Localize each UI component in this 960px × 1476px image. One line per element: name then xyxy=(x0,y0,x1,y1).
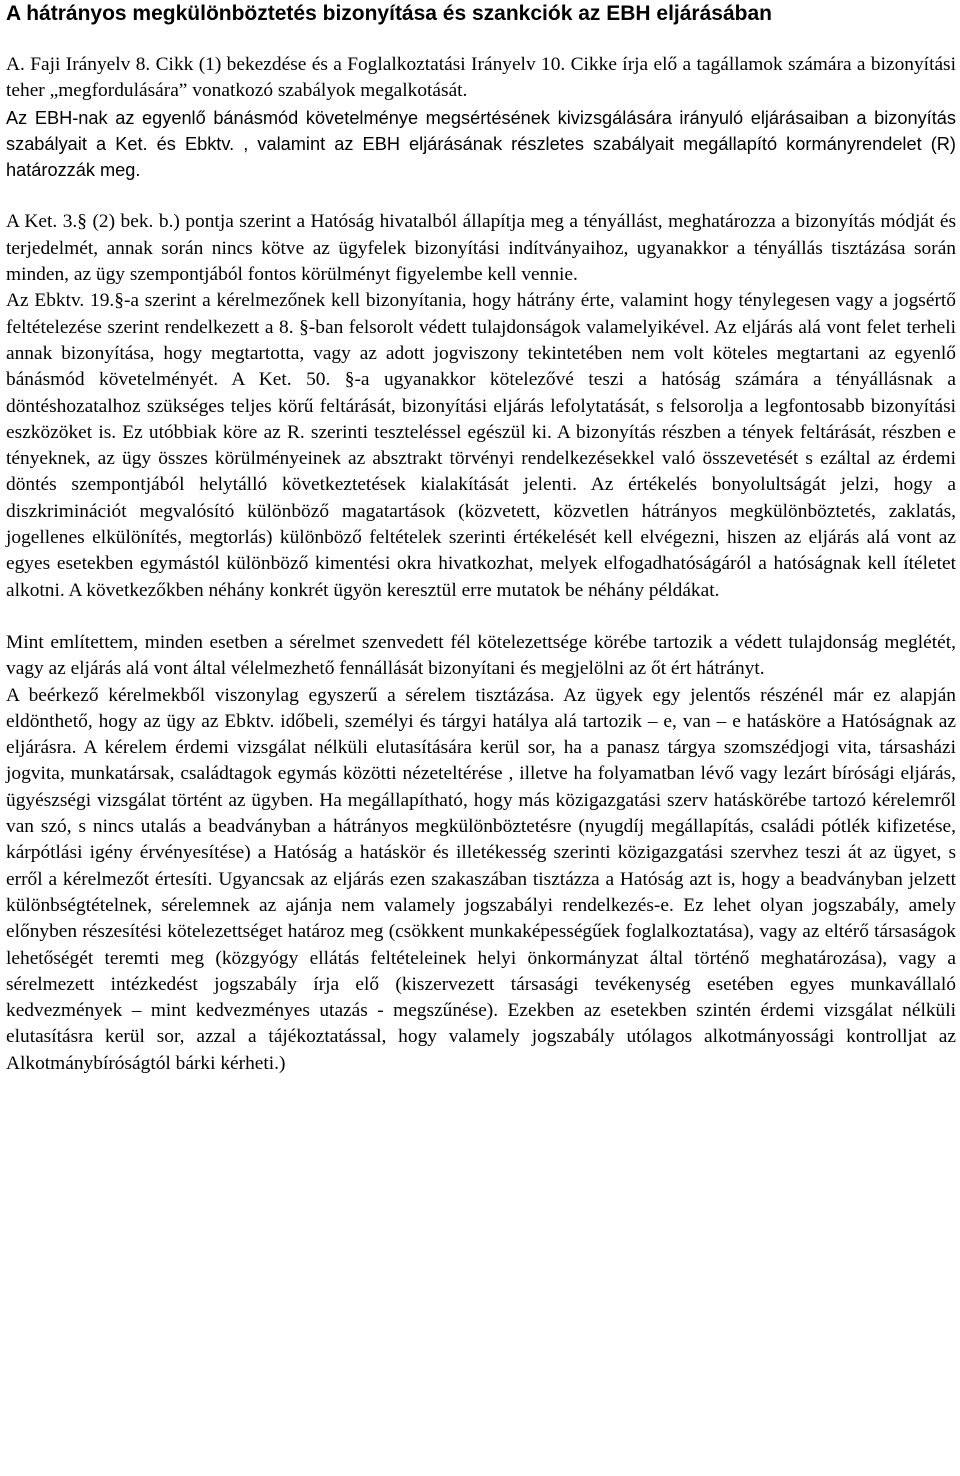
document-page xyxy=(6,0,956,1077)
paragraph-protected-characteristic: Mint említettem, minden esetben a sérelmet szenvedett fél kötelezettsége körébe tartozik a védett tulajdonság meglétét, vagy az eljárás alá vont által vélelmezhető fennállását bizonyítani és megjelölni az őt ért hátrányt. xyxy=(6,631,956,680)
paragraph-ebktv-burden-of-proof: Az Ebktv. 19.§-a szerint a kérelmezőnek kell bizonyítania, hogy hátrány érte, valamint hogy ténylegesen vagy a jogsértő feltételezése szerint rendelkezett a 8. §-ban felsorolt védett tulajdonságok valamelyikével. Az eljárás alá vont felet terheli annak bizonyítása, hogy megtartotta, vagy az adott jogviszony tekintetében nem volt köteles megtartani az egyenlő bánásmód követelményét. A Ket. 50. §-a ugyanakkor kötelezővé teszi a hatóság számára a tényállásnak a döntéshozatalhoz szükséges teljes körű feltárását, bizonyítási eljárás lefolytatását, s felsorolja a legfontosabb bizonyítási eszközöket is. Ez utóbbiak köre az R. szerinti teszteléssel egészül ki. A bizonyítás részben a tények feltárását, részben e tényeknek, az ügy összes körülményeinek az absztrakt törvényi rendelkezésekkel való összevetését s ezáltal az érdemi döntés szempontjából helytálló következtetések kialakítását jelenti. Az értékelés bonyolultságát jelzi, hogy a diszkriminációt megvalósító különböző magatartások (közvetett, közvetlen hátrányos megkülönböztetés, zaklatás, jogellenes elkülönítés, megtorlás) különböző feltételek szerinti értékelését kell elvégezni, hiszen az eljárás alá vont az egyes esetekben egymástól különböző kimentési okra hivatkozhat, melyek elfogadhatóságáról a hatóságnak kell ítéletet alkotni. A következőkben néhány konkrét ügyön keresztül erre mutatok be néhány példákat. xyxy=(6,290,956,601)
paragraph-incoming-requests: A beérkező kérelmekből viszonylag egyszerű a sérelem tisztázása. Az ügyek egy jelentős részénél már ez alapján eldönthető, hogy az ügy az Ebktv. időbeli, személyi és tárgyi hatálya alá tartozik – e, van – e hatásköre a Hatóságnak az eljárásra. A kérelem érdemi vizsgálat nélküli elutasítására kerül sor, ha a panasz tárgya szomszédjogi vita, társasházi jogvita, munkatársak, családtagok egymás közötti nézeteltérése , illetve ha folyamatban lévő vagy lezárt bírósági eljárás, ügyészségi vizsgálat történt az ügyben. Ha megállapítható, hogy más közigazgatási szerv hatáskörébe tartozó kérelemről van szó, s nincs utalás a beadványban a hátrányos megkülönböztetésre (nyugdíj megállapítás, családi pótlék kifizetése, kárpótlási igény érvényesítése) a Hatóság a hatáskör és illetékesség szerinti közigazgatási szervhez teszi át az ügyet, s erről a kérelmezőt értesíti. Ugyancsak az eljárás ezen szakaszában tisztázza a Hatóság azt is, hogy a beadványban jelzett különbségtételnek, sérelemnek az ajánja nem valamely jogszabályi rendelkezés-e. Ez lehet olyan jogszabály, amely előnyben részesítési kötelezettséget határoz meg (csökkent munkaképességűek foglalkoztatása), vagy az eltérő társaságok lehetőségét teremti meg (közgyógy ellátás feltételeinek helyi önkormányzat által történő meghatározása), vagy a sérelmezett intézkedést jogszabály írja elő (kiszervezett társasági tevékenység esetében egyes munkavállaló kedvezmények – mint kedvezményes utazás - megszűnése). Ezekben az esetekben szintén érdemi vizsgálat nélküli elutasításra kerül sor, azzal a tájékoztatással, hogy valamely jogszabály utólagos alkotmányossági kontrolljat az Alkotmánybíróságtól bárki kérheti.) xyxy=(6,684,956,1074)
paragraph-ket-fact-finding: A Ket. 3.§ (2) bek. b.) pontja szerint a Hatóság hivatalból állapítja meg a tényállást, meghatározza a bizonyítás módját és terjedelmét, annak során nincs kötve az ügyfelek bizonyítási indítványaihoz, ugyanakkor a tényállás tisztázása során minden, az ügy szempontjából fontos körülményt figyelembe kell vennie. xyxy=(6,211,956,286)
paragraph-directive-burden-of-proof: A. Faji Irányelv 8. Cikk (1) bekezdése és a Foglalkoztatási Irányelv 10. Cikke írja elő a tagállamok számára a bizonyítási teher „megfordulására” vonatkozó szabályok megalkotását. xyxy=(6,54,956,102)
document-title: A hátrányos megkülönböztetés bizonyítása és szankciók az EBH eljárásában xyxy=(6,2,772,25)
paragraph-ebh-procedure-rules: Az EBH-nak az egyenlő bánásmód követelménye megsértésének kivizsgálására irányuló eljárásaiban a bizonyítás szabályait a Ket. és Ebktv. , valamint az EBH eljárásának részletes szabályait megállapító kormányrendelet (R) határozzák meg. xyxy=(6,107,956,181)
